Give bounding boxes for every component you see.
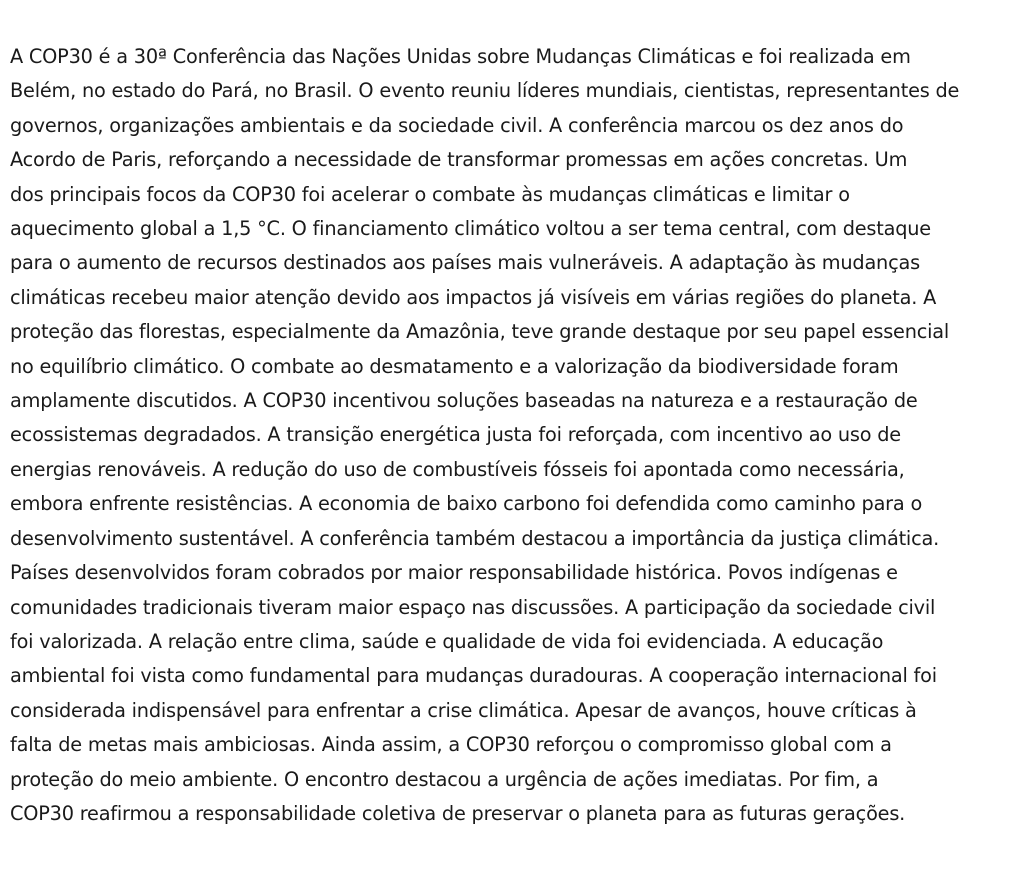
text-line-22: proteção do meio ambiente. O encontro destacou a urgência de ações imediatas. Por fim, a <box>10 767 879 791</box>
text-line-3: governos, organizações ambientais e da sociedade civil. A conferência marcou os dez anos do <box>10 113 904 137</box>
text-line-18: foi valorizada. A relação entre clima, saúde e qualidade de vida foi evidenciada. A educação <box>10 629 884 653</box>
body-paragraph <box>10 40 1020 831</box>
text-line-21: falta de metas mais ambiciosas. Ainda assim, a COP30 reforçou o compromisso global com a <box>10 733 892 757</box>
text-line-12: ecossistemas degradados. A transição energética justa foi reforçada, com incentivo ao uso de <box>10 423 901 447</box>
text-line-20: considerada indispensável para enfrentar a crise climática. Apesar de avanços, houve críticas à <box>10 698 917 722</box>
text-line-7: para o aumento de recursos destinados aos países mais vulneráveis. A adaptação às mudanças <box>10 251 920 275</box>
text-line-19: ambiental foi vista como fundamental para mudanças duradouras. A cooperação internacional foi <box>10 664 937 688</box>
text-line-13: energias renováveis. A redução do uso de combustíveis fósseis foi apontada como necessária, <box>10 457 905 481</box>
text-line-17: comunidades tradicionais tiveram maior espaço nas discussões. A participação da sociedade civil <box>10 595 936 619</box>
text-line-14: embora enfrente resistências. A economia de baixo carbono foi defendida como caminho para o <box>10 492 923 516</box>
text-line-2: Belém, no estado do Pará, no Brasil. O evento reuniu líderes mundiais, cientistas, representantes de <box>10 79 960 103</box>
text-line-6: aquecimento global a 1,5 °C. O financiamento climático voltou a ser tema central, com destaque <box>10 217 931 241</box>
text-line-10: no equilíbrio climático. O combate ao desmatamento e a valorização da biodiversidade foram <box>10 354 899 378</box>
text-line-8: climáticas recebeu maior atenção devido aos impactos já visíveis em várias regiões do planeta. A <box>10 285 937 309</box>
text-line-15: desenvolvimento sustentável. A conferência também destacou a importância da justiça climática. <box>10 526 940 550</box>
text-line-4: Acordo de Paris, reforçando a necessidade de transformar promessas em ações concretas. Um <box>10 148 908 172</box>
text-line-16: Países desenvolvidos foram cobrados por maior responsabilidade histórica. Povos indígenas e <box>10 561 898 585</box>
text-line-23: COP30 reafirmou a responsabilidade coletiva de preservar o planeta para as futuras gerações. <box>10 801 906 825</box>
text-line-11: amplamente discutidos. A COP30 incentivou soluções baseadas na natureza e a restauração de <box>10 389 918 413</box>
text-line-5: dos principais focos da COP30 foi acelerar o combate às mudanças climáticas e limitar o <box>10 182 850 206</box>
text-line-1: A COP30 é a 30ª Conferência das Nações Unidas sobre Mudanças Climáticas e foi realizada em <box>10 45 911 68</box>
text-line-9: proteção das florestas, especialmente da Amazônia, teve grande destaque por seu papel essencial <box>10 320 950 344</box>
